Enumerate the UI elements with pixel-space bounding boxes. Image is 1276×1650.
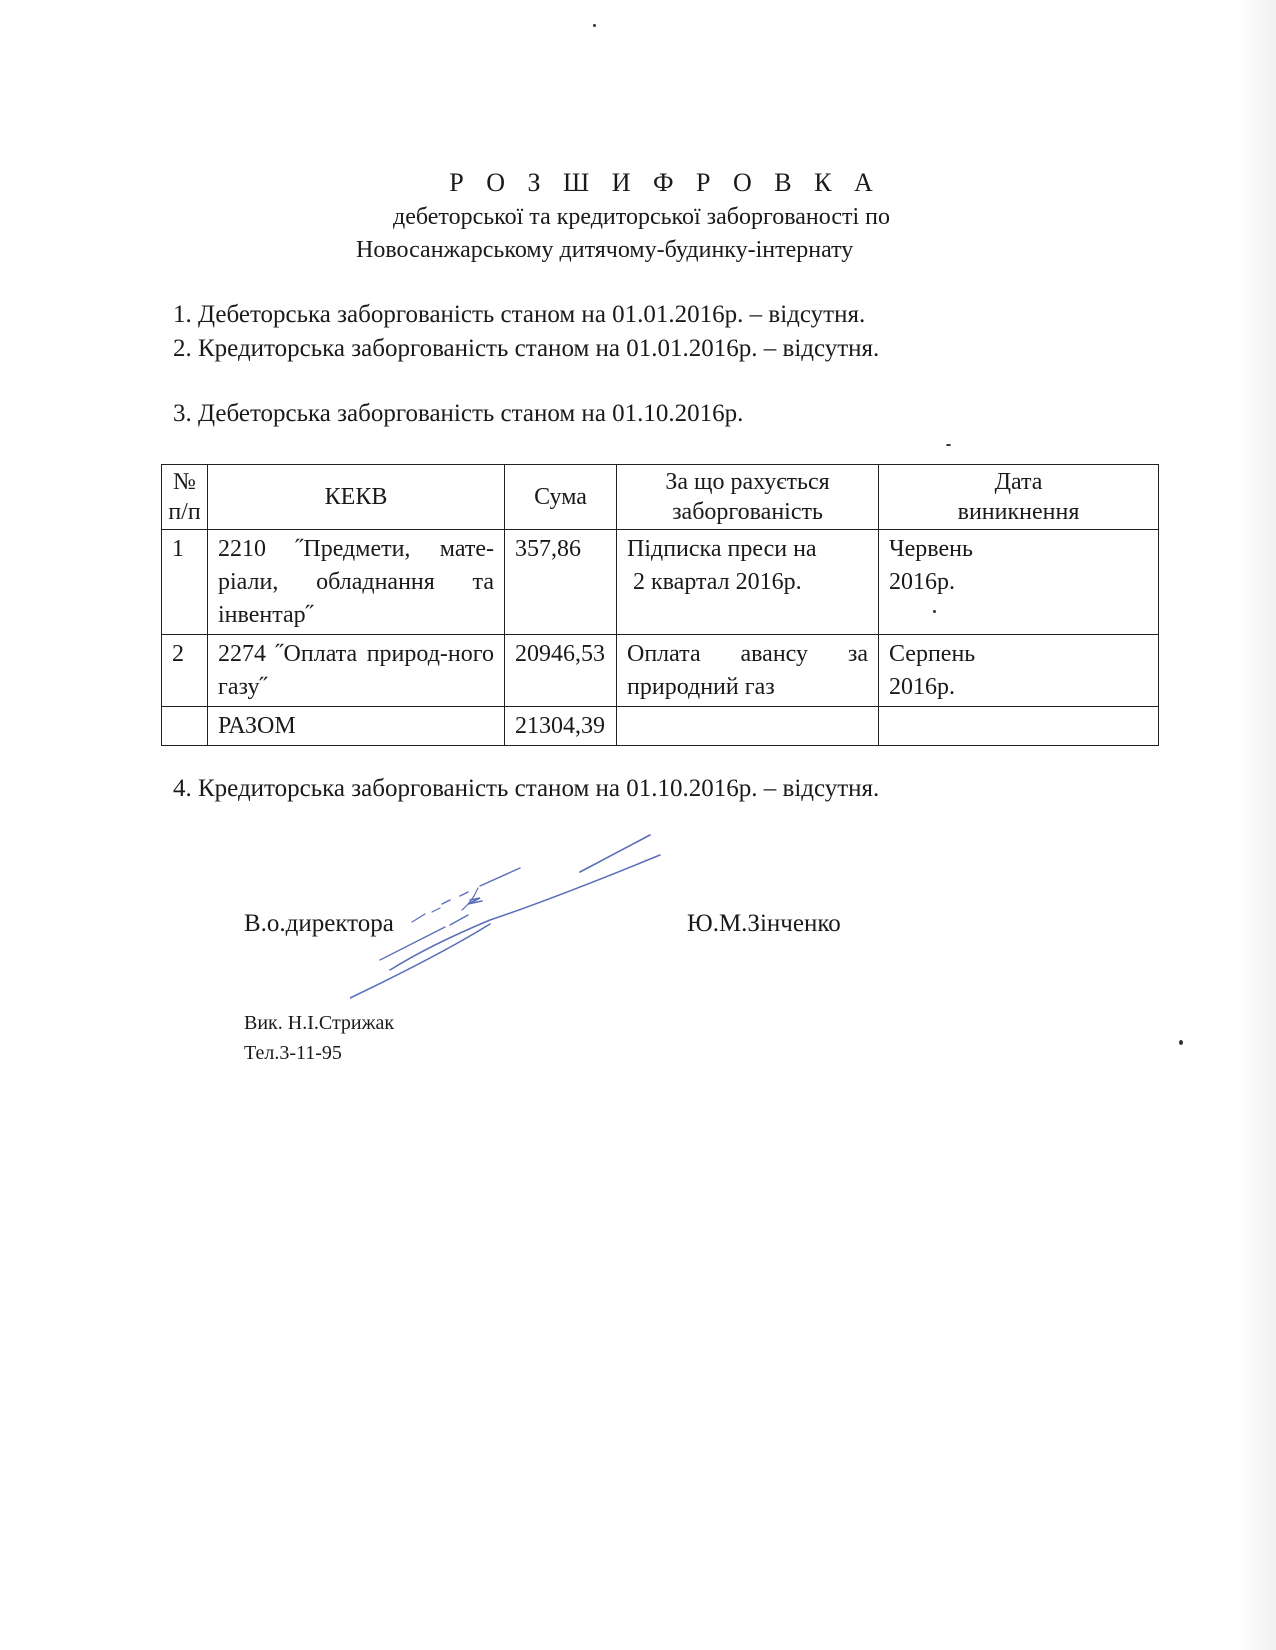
- cell-date: [879, 530, 1159, 635]
- total-sum: 21304,39: [505, 707, 617, 746]
- cell-reason-line2: 2 квартал 2016р.: [627, 569, 802, 595]
- table-header-row: [162, 465, 1159, 530]
- header-number: [162, 465, 208, 530]
- cell-date-line1: Червень: [889, 536, 973, 562]
- cell-reason: Оплата авансу за природний газ: [617, 635, 879, 707]
- signature-role: В.о.директора: [244, 910, 394, 937]
- header-reason-line2: заборгованість: [672, 499, 823, 525]
- cell-number-empty: [162, 707, 208, 746]
- header-date: [879, 465, 1159, 530]
- executor-phone: Тел.3-11-95: [244, 1042, 342, 1064]
- header-sum: Сума: [505, 465, 617, 530]
- item-4: 4. Кредиторська заборгованість станом на 01.10.2016р. – відсутня.: [173, 775, 880, 802]
- cell-date-line2: 2016р.: [889, 674, 955, 700]
- signature-name: Ю.М.Зінченко: [687, 910, 841, 937]
- cell-date-line1: Серпень: [889, 641, 976, 667]
- table-row: [162, 530, 1159, 635]
- header-reason-line1: За що рахується: [665, 469, 830, 495]
- scan-speck: [933, 610, 936, 613]
- total-label: РАЗОМ: [208, 707, 505, 746]
- cell-date: [879, 635, 1159, 707]
- table-row: [162, 635, 1159, 707]
- scan-speck: [946, 444, 951, 446]
- document-subtitle-line2: Новосанжарському дитячому-будинку-інтернату: [356, 237, 854, 263]
- document-title: Р О З Ш И Ф Р О В К А: [449, 168, 881, 197]
- table-total-row: [162, 707, 1159, 746]
- cell-reason-empty: [617, 707, 879, 746]
- item-2: 2. Кредиторська заборгованість станом на 01.01.2016р. – відсутня.: [173, 335, 880, 362]
- cell-sum: 357,86: [505, 530, 617, 635]
- cell-kekv: 2210 ˝Предмети, мате-ріали, обладнання та інвентар˝: [208, 530, 505, 635]
- header-kekv: КЕКВ: [208, 465, 505, 530]
- header-date-line1: Дата: [994, 469, 1043, 495]
- cell-kekv: 2274 ˝Оплата природ-ного газу˝: [208, 635, 505, 707]
- cell-date-line2: 2016р.: [889, 569, 955, 595]
- document-subtitle-line1: дебеторської та кредиторської заборгованості по: [393, 204, 891, 230]
- header-number-line1: №: [173, 469, 196, 495]
- item-3: 3. Дебеторська заборгованість станом на 01.10.2016р.: [173, 400, 744, 427]
- cell-reason: [617, 530, 879, 635]
- header-date-line2: виникнення: [957, 499, 1080, 525]
- cell-date-empty: [879, 707, 1159, 746]
- cell-number: 1: [162, 530, 208, 635]
- cell-reason-line1: Підписка преси на: [627, 536, 817, 562]
- item-1: 1. Дебеторська заборгованість станом на 01.01.2016р. – відсутня.: [173, 301, 866, 328]
- debt-table: [161, 464, 1159, 746]
- scan-speck: [1179, 1040, 1183, 1045]
- executor-name: Вик. Н.І.Стрижак: [244, 1012, 395, 1034]
- header-number-line2: п/п: [168, 499, 201, 525]
- scan-edge-shadow: [1238, 0, 1276, 1650]
- cell-sum: 20946,53: [505, 635, 617, 707]
- header-reason: [617, 465, 879, 530]
- cell-number: 2: [162, 635, 208, 707]
- scan-speck: [593, 24, 596, 27]
